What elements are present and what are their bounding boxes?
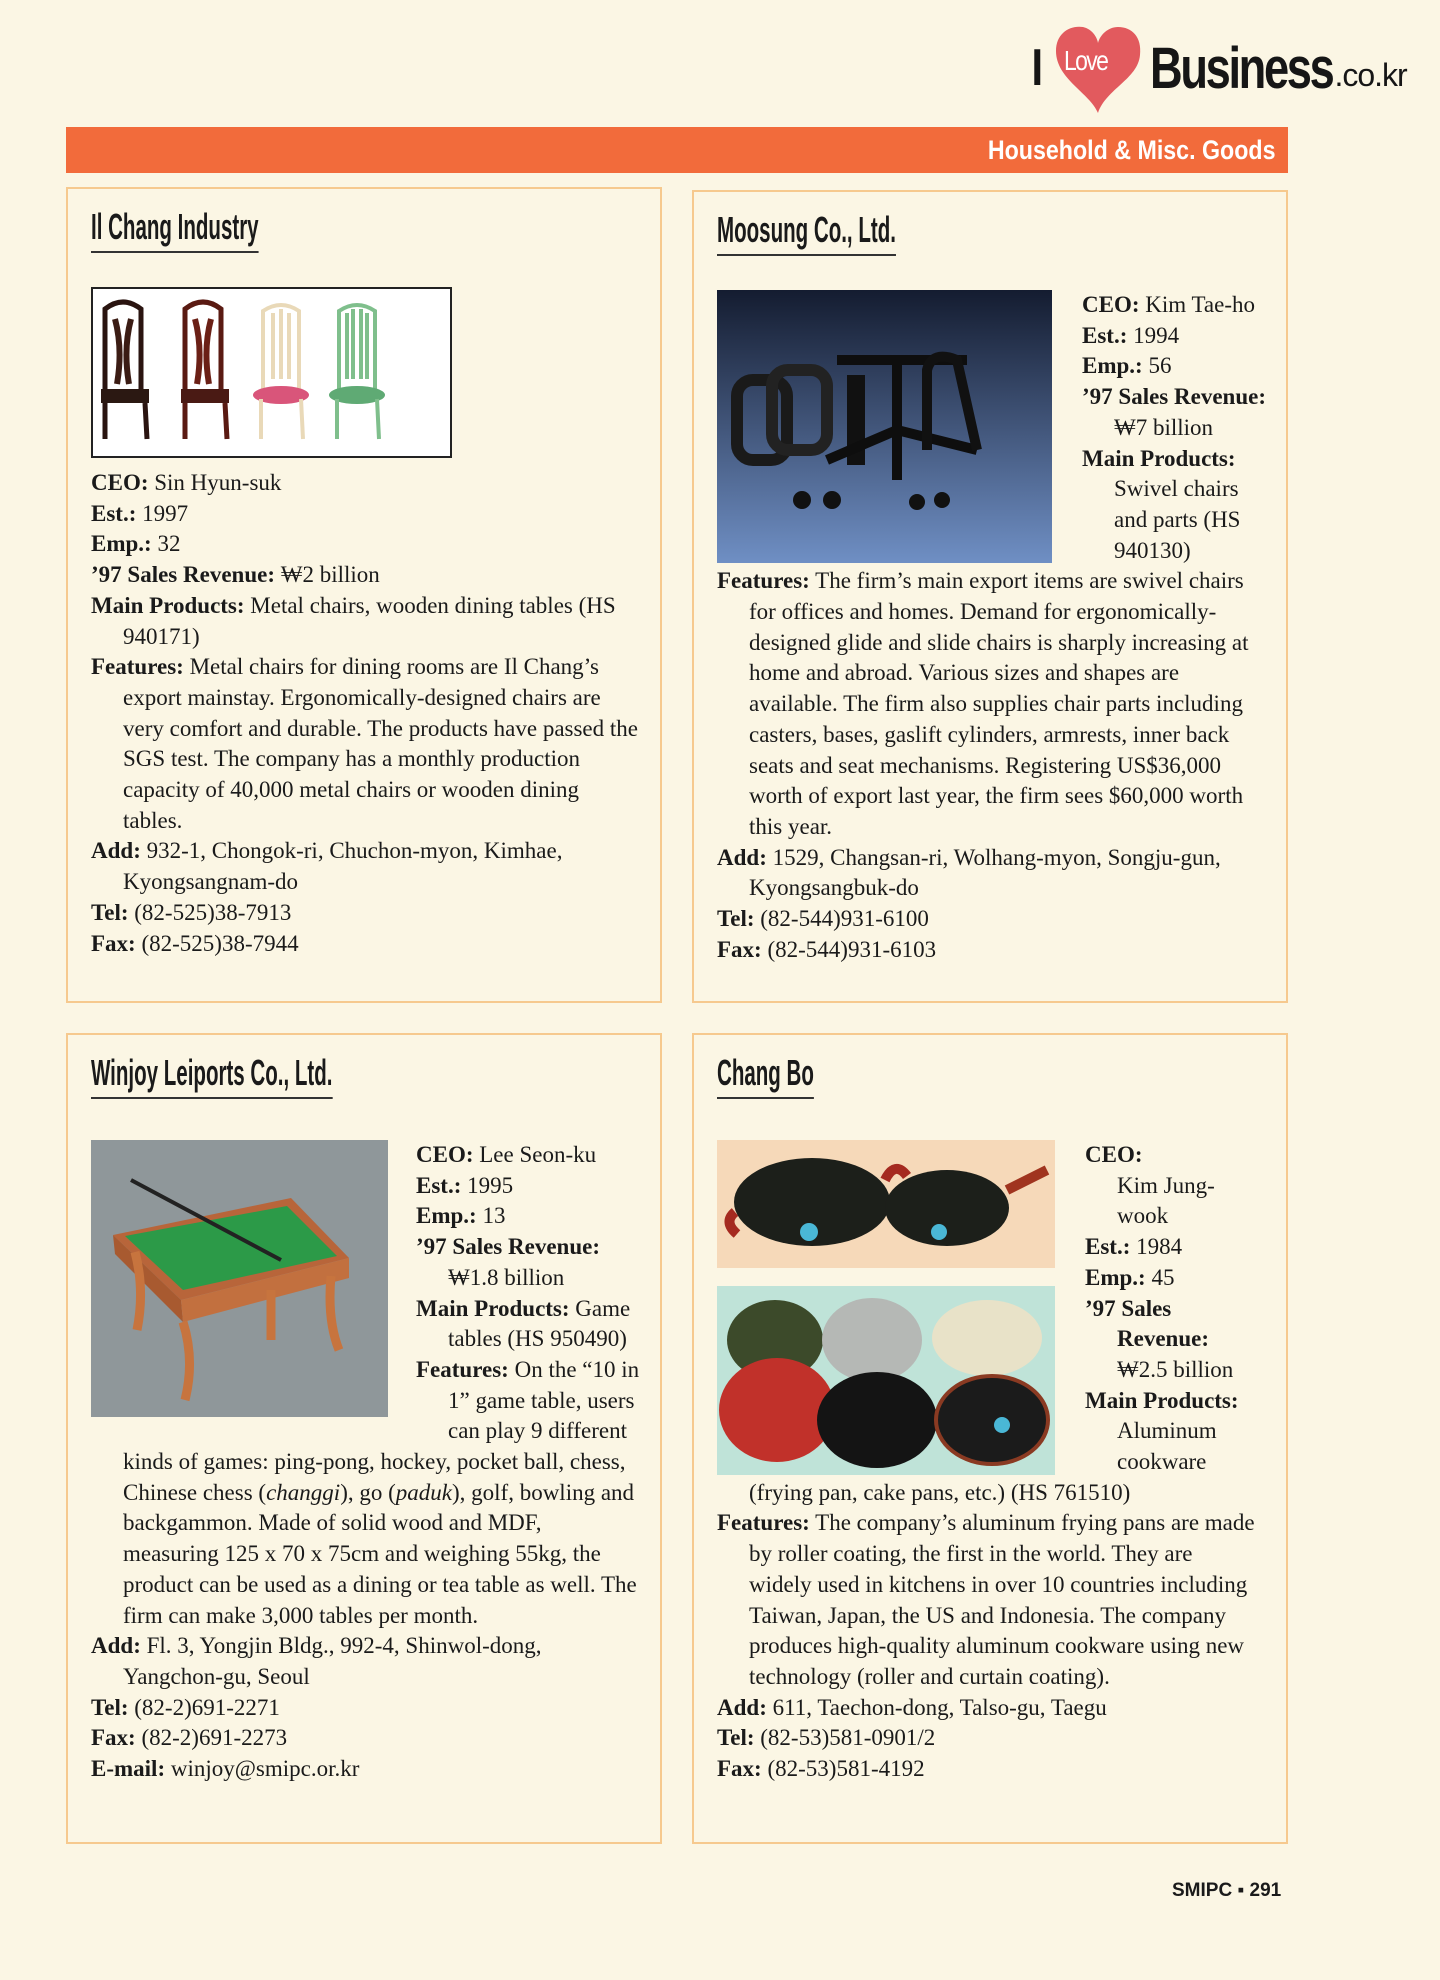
field-fax — [91, 1723, 640, 1754]
swivel-chair-parts-photo — [717, 290, 1052, 563]
company-card-winjoy — [66, 1033, 662, 1844]
field-value: 56 — [1148, 353, 1172, 379]
field-97-sales-revenue — [91, 560, 640, 591]
field-value: Metal chairs for dining rooms are Il Chang’s export mainstay. Ergonomically-designed chairs are very comfort and durable. The products have passed the SGS test. The company has a monthly production capacity of 40,000 metal chairs or wooden dining tables. — [123, 654, 638, 833]
company-card-chang-bo — [692, 1033, 1288, 1844]
field-label: Tel: — [717, 906, 755, 932]
field-label: Main Products: — [91, 592, 245, 618]
field-value: 1529, Changsan-ri, Wolhang-myon, Songju-gun, Kyongsangbuk-do — [749, 844, 1221, 901]
field-label: Add: — [91, 1633, 141, 1659]
field-fax — [717, 1754, 1256, 1785]
field-add — [91, 836, 640, 897]
field-value-part: ), golf, bowling and backgammon. Made of solid wood and MDF, measuring 125 x 70 x 75cm and weighing 55kg, the product can be used as a dining or tea table as well. The firm can make 3,000 tables per month. — [123, 1479, 637, 1628]
company-details — [91, 468, 640, 959]
company-name: Winjoy Leiports Co., Ltd. — [91, 1053, 332, 1099]
field-label: Features: — [416, 1356, 509, 1382]
logo-domain: .co.kr — [1334, 56, 1407, 93]
field-value: ₩1.8 billion — [448, 1264, 565, 1290]
field-value: 1995 — [467, 1172, 514, 1198]
field-value: The company’s aluminum frying pans are made by roller coating, the first in the world. They are widely used in kitchens in over 10 countries including Taiwan, Japan, the US and Indonesia. The company produces high-quality aluminum cookware using new technology (roller and curtain coating). — [749, 1510, 1255, 1689]
field-label: Add: — [91, 838, 141, 864]
field-value-part: ), go ( — [340, 1479, 396, 1505]
logo-business: Business — [1150, 35, 1333, 101]
field-value: (82-525)38-7944 — [141, 930, 299, 956]
field-value: (82-544)931-6103 — [767, 936, 937, 962]
field-value-part: paduk — [395, 1479, 452, 1505]
page-footer — [1172, 1880, 1281, 1902]
field-label: Fax: — [717, 936, 762, 962]
heart-icon — [1050, 23, 1146, 113]
publisher-name: SMIPC — [1172, 1880, 1233, 1901]
field-label: CEO: — [91, 470, 149, 495]
field-add — [717, 1693, 1256, 1724]
company-name: Moosung Co., Ltd. — [717, 210, 896, 256]
field-fax — [717, 935, 1266, 966]
separator-square-icon: ▪ — [1237, 1880, 1245, 1901]
company-card-il-chang — [66, 187, 662, 1003]
logo-love: Love — [1064, 45, 1108, 76]
field-value-part: changgi — [266, 1479, 341, 1505]
field-label: E-mail: — [91, 1756, 166, 1782]
field-features — [91, 652, 640, 836]
field-label: CEO: — [1082, 292, 1140, 317]
field-tel — [717, 904, 1266, 935]
field-value-part: On the “10 in 1” game table, users can play 9 different kinds of games: ping-pong, hockey, pocket ball, chess, Chinese chess ( — [123, 1356, 640, 1505]
field-value: (82-544)931-6100 — [760, 906, 929, 932]
field-label: ’97 Sales Revenue: — [416, 1234, 600, 1260]
field-value: 932-1, Chongok-ri, Chuchon-myon, Kimhae, Kyongsangnam-do — [123, 838, 563, 895]
field-label: Est.: — [1085, 1234, 1131, 1260]
section-title: Household & Misc. Goods — [988, 135, 1276, 165]
metal-chair-green — [329, 305, 385, 439]
aluminum-cookware-photo — [717, 1140, 1055, 1475]
field-tel — [717, 1723, 1256, 1754]
field-value: 32 — [157, 531, 181, 557]
metal-chair-pink — [253, 305, 309, 439]
field-label: ’97 Sales Revenue: — [91, 562, 275, 588]
logo-i: I — [1031, 39, 1044, 97]
field-label: Main Products: — [1085, 1387, 1239, 1413]
field-label: Fax: — [91, 930, 136, 956]
field-label: Tel: — [91, 1694, 129, 1720]
field-value: Game tables (HS 950490) — [448, 1295, 631, 1352]
field-value: 13 — [482, 1203, 506, 1229]
field-value: Aluminum cookware (frying pan, cake pans, etc.) (HS 761510) — [749, 1418, 1217, 1505]
field-features — [717, 1508, 1256, 1692]
field-value: (82-2)691-2271 — [134, 1694, 280, 1720]
field-label: Features: — [91, 654, 184, 680]
game-table-photo — [91, 1140, 388, 1417]
field-tel — [91, 1693, 640, 1724]
company-name: Il Chang Industry — [91, 207, 259, 253]
field-label: Emp.: — [1082, 353, 1143, 379]
field-label: Emp.: — [91, 531, 152, 557]
field-main-products — [91, 591, 640, 652]
field-value: (82-53)581-0901/2 — [760, 1725, 936, 1751]
field-value: (82-2)691-2273 — [141, 1725, 288, 1751]
field-label: Emp.: — [416, 1203, 477, 1229]
company-card-moosung — [692, 190, 1288, 1003]
page-number: 291 — [1249, 1880, 1282, 1901]
field-value: 1984 — [1136, 1234, 1183, 1260]
field-value: 1997 — [142, 500, 189, 526]
field-value: Kim Jung-wook — [1117, 1172, 1215, 1229]
field-value: Fl. 3, Yongjin Bldg., 992-4, Shinwol-dong, Yangchon-gu, Seoul — [123, 1633, 542, 1689]
field-label: Main Products: — [416, 1295, 570, 1321]
i-love-business-logo — [1030, 26, 1407, 110]
field-features — [717, 566, 1266, 842]
field-label: Tel: — [91, 899, 129, 925]
field-label: Est.: — [1082, 322, 1128, 348]
field-value: Kim Tae-ho — [1145, 292, 1255, 317]
field-value: (82-53)581-4192 — [767, 1756, 925, 1782]
field-label: CEO: — [416, 1142, 474, 1167]
field-value: ₩2 billion — [280, 562, 380, 588]
field-add — [717, 843, 1266, 904]
field-label: Fax: — [91, 1725, 136, 1751]
field-label: Features: — [717, 568, 810, 594]
field-label: Add: — [717, 844, 767, 870]
field-emp — [91, 529, 640, 560]
section-banner — [66, 127, 1288, 173]
field-value: 45 — [1151, 1264, 1175, 1290]
field-add — [91, 1631, 640, 1692]
field-label: ’97 Sales Revenue: — [1085, 1295, 1209, 1352]
field-tel — [91, 898, 640, 929]
field-label: Est.: — [416, 1172, 462, 1198]
wooden-chair-dark — [101, 302, 149, 439]
field-label: Add: — [717, 1694, 767, 1720]
field-est — [91, 499, 640, 530]
field-label: Est.: — [91, 500, 137, 526]
wooden-chair-red — [181, 302, 229, 439]
field-value[interactable]: winjoy@smipc.or.kr — [170, 1756, 360, 1782]
field-value: (82-525)38-7913 — [134, 899, 292, 925]
company-name: Chang Bo — [717, 1053, 814, 1099]
field-label: Emp.: — [1085, 1264, 1146, 1290]
field-fax — [91, 929, 640, 960]
field-value: Metal chairs, wooden dining tables (HS 940171) — [123, 592, 616, 649]
field-e-mail — [91, 1754, 640, 1785]
field-value: Sin Hyun-suk — [154, 470, 282, 495]
field-value: 611, Taechon-dong, Talso-gu, Taegu — [772, 1694, 1107, 1720]
field-label: CEO: — [1085, 1142, 1143, 1167]
metal-chairs-photo — [91, 287, 452, 458]
field-label: Fax: — [717, 1756, 762, 1782]
field-label: Features: — [717, 1510, 810, 1536]
field-value: ₩7 billion — [1114, 414, 1214, 440]
field-value: Swivel chairs and parts (HS 940130) — [1114, 476, 1241, 563]
field-label: Tel: — [717, 1725, 755, 1751]
field-label: ’97 Sales Revenue: — [1082, 384, 1266, 410]
field-label: Main Products: — [1082, 445, 1236, 471]
field-ceo — [91, 468, 640, 499]
field-value: ₩2.5 billion — [1117, 1356, 1234, 1382]
field-value: The firm’s main export items are swivel chairs for offices and homes. Demand for ergonomically-designed glide and slide chairs is sharply increasing at home and abroad. Various sizes and shapes are available. The firm also supplies chair parts including casters, bases, gaslift cylinders, armrests, inner back seats and seat mechanisms. Registering US$36,000 worth of export last year, the firm sees $60,000 worth this year. — [749, 568, 1249, 839]
field-value: 1994 — [1133, 322, 1180, 348]
field-value: Lee Seon-ku — [479, 1142, 597, 1167]
